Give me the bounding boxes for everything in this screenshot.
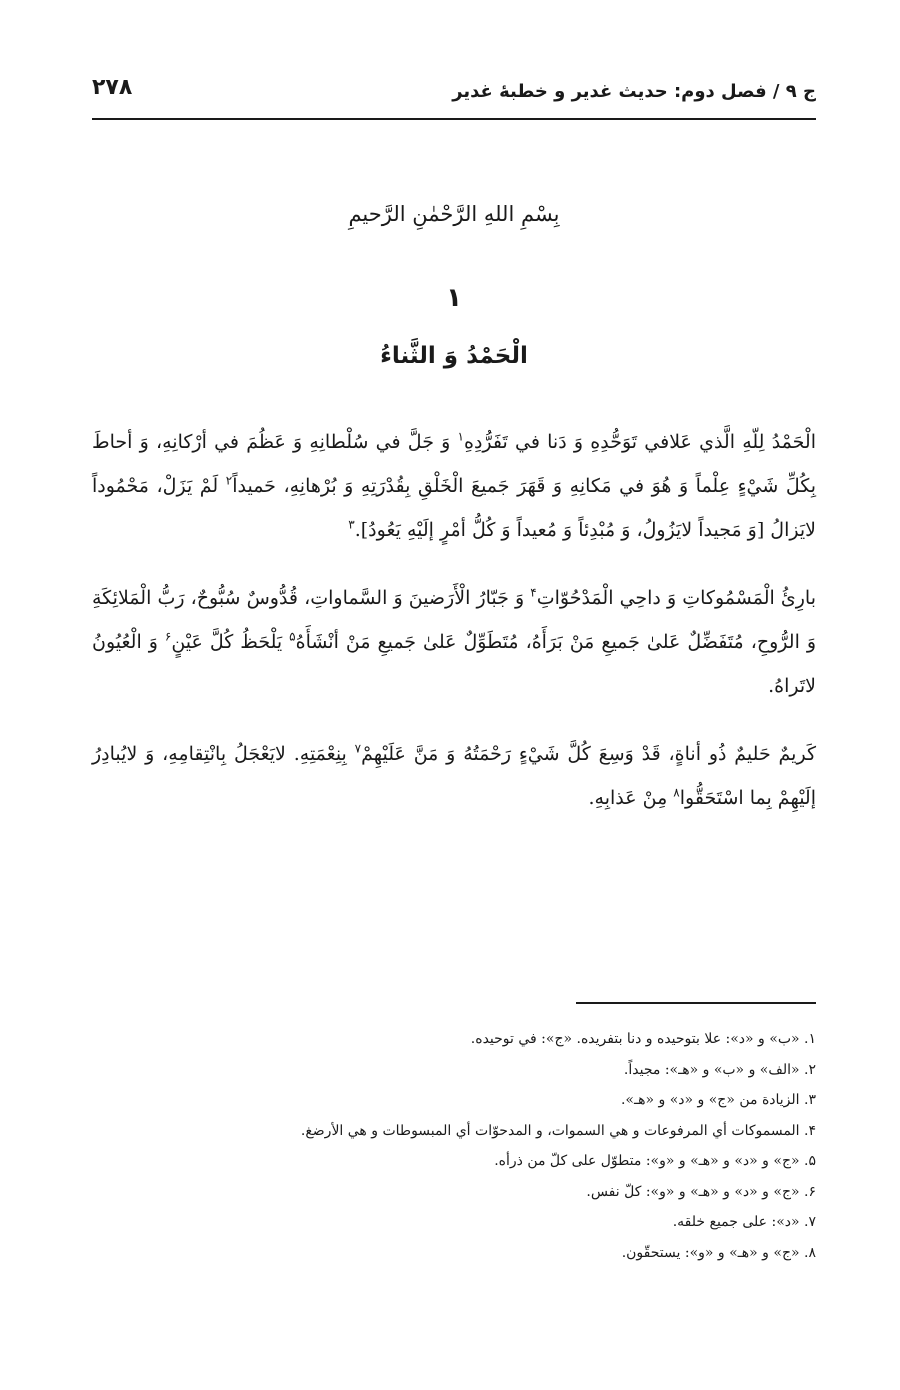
- paragraph-2: [92, 576, 816, 708]
- footnote-marker[interactable]: ۲: [225, 473, 233, 488]
- paragraph-3: [92, 732, 816, 820]
- footnote-item: ۴. المسموكات أي المرفوعات و هي السموات، و المدحوّات أي المبسوطات و هي الأرضغ.: [300, 1122, 816, 1139]
- text-segment: مِنْ عَذابِهِ.: [588, 787, 674, 809]
- footnote-marker[interactable]: ۱: [457, 429, 464, 444]
- text-segment: بِنِعْمَتِهِ. لايَعْجَلُ بِانْتِقامِهِ، وَ لايُبادِرُ إلَيْهِمْ بِما اسْتَحَقُّوا: [92, 743, 816, 809]
- body-text: [92, 420, 816, 844]
- footnote-marker[interactable]: ۶: [164, 629, 172, 644]
- footnotes: [92, 1024, 816, 1268]
- text-segment: بارِئُ الْمَسْمُوكاتِ وَ داحِي الْمَدْحُوّاتِ: [536, 587, 816, 609]
- footnote-item: ۳. الزيادة من «ج» و «د» و «هـ».: [620, 1092, 816, 1108]
- page-number: ۲۷۸: [92, 75, 133, 100]
- footnote-divider: [576, 1002, 816, 1004]
- text-segment: كَريمٌ حَليمٌ ذُو أناةٍ، قَدْ وَسِعَ كُلَّ شَيْءٍ رَحْمَتُهُ وَ مَنَّ عَلَيْهِمْ: [361, 743, 816, 765]
- text-segment: يَلْحَظُ كُلَّ عَيْنٍ: [171, 631, 290, 653]
- running-header: [92, 74, 816, 120]
- paragraph-1: [92, 420, 816, 552]
- text-segment: الْحَمْدُ لِلّهِ الَّذي عَلافي تَوَحُّدِهِ وَ دَنا في تَفَرُّدِهِ: [464, 431, 816, 453]
- footnote-item: ۲. «الف» و «ب» و «هـ»: مجيداً.: [623, 1061, 816, 1078]
- header-title: ج ۹ / فصل دوم: حديث غدير و خطبهٔ غدير: [452, 81, 816, 102]
- footnote-marker[interactable]: ۴: [530, 585, 537, 600]
- footnote-item: ۶. «ج» و «د» و «هـ» و «و»: كلّ نفس.: [586, 1183, 816, 1200]
- footnote-item: ۵. «ج» و «د» و «هـ» و «و»: متطوّل على كلّ من ذرأه.: [494, 1153, 816, 1169]
- footnote-item: ۸. «ج» و «هـ» و «و»: يستحقّون.: [621, 1244, 816, 1261]
- text-segment: وَ جَلَّ في سُلْطانِهِ وَ عَظُمَ في أرْكانِهِ، وَ أحاطَ بِكُلِّ شَيْءٍ عِلْماً وَ هُوَ في مَكانِهِ وَ قَهَرَ جَميعَ الْخَلْقِ بِقُدْرَتِهِ وَ بُرْهانِهِ، حَميداً: [92, 431, 816, 497]
- footnote-marker[interactable]: ۵: [289, 629, 296, 644]
- text-segment: وَ الْعُيُونُ لاتَراهُ.: [92, 631, 816, 697]
- footnote-item: ۷. «د»: على جميع خلقه.: [672, 1214, 816, 1230]
- text-segment: وَ جَبّارُ الْأَرَضينَ وَ السَّماواتِ، قُدُّوسٌ سُبُّوحٌ، رَبُّ الْمَلائِكَةِ وَ الرُّوحِ، مُتَفَضِّلٌ عَلىٰ جَميعِ مَنْ بَرَأَهُ، مُتَطَوِّلٌ عَلىٰ جَميعِ مَنْ أنْشَأَهُ: [92, 587, 817, 653]
- text-segment: لَمْ يَزَلْ، مَحْمُوداً لايَزالُ [وَ مَجيداً لايَزُولُ، وَ مُبْدِئاً وَ مُعيداً وَ كُلُّ أمْرٍ إلَيْهِ يَعُودُ].: [92, 475, 816, 541]
- basmala: بِسْمِ اللهِ الرَّحْمٰنِ الرَّحيمِ: [348, 202, 560, 226]
- footnote-marker[interactable]: ۳: [348, 517, 355, 532]
- footnote-item: ۱. «ب» و «د»: علا بتوحيده و دنا بتفريده. «ج»: في توحيده.: [470, 1031, 816, 1047]
- section-title: الْحَمْدُ وَ الثَّناءُ: [380, 343, 528, 369]
- footnote-marker[interactable]: ۸: [673, 785, 680, 800]
- footnote-marker[interactable]: ۷: [354, 741, 362, 756]
- section-number: ۱: [446, 283, 462, 313]
